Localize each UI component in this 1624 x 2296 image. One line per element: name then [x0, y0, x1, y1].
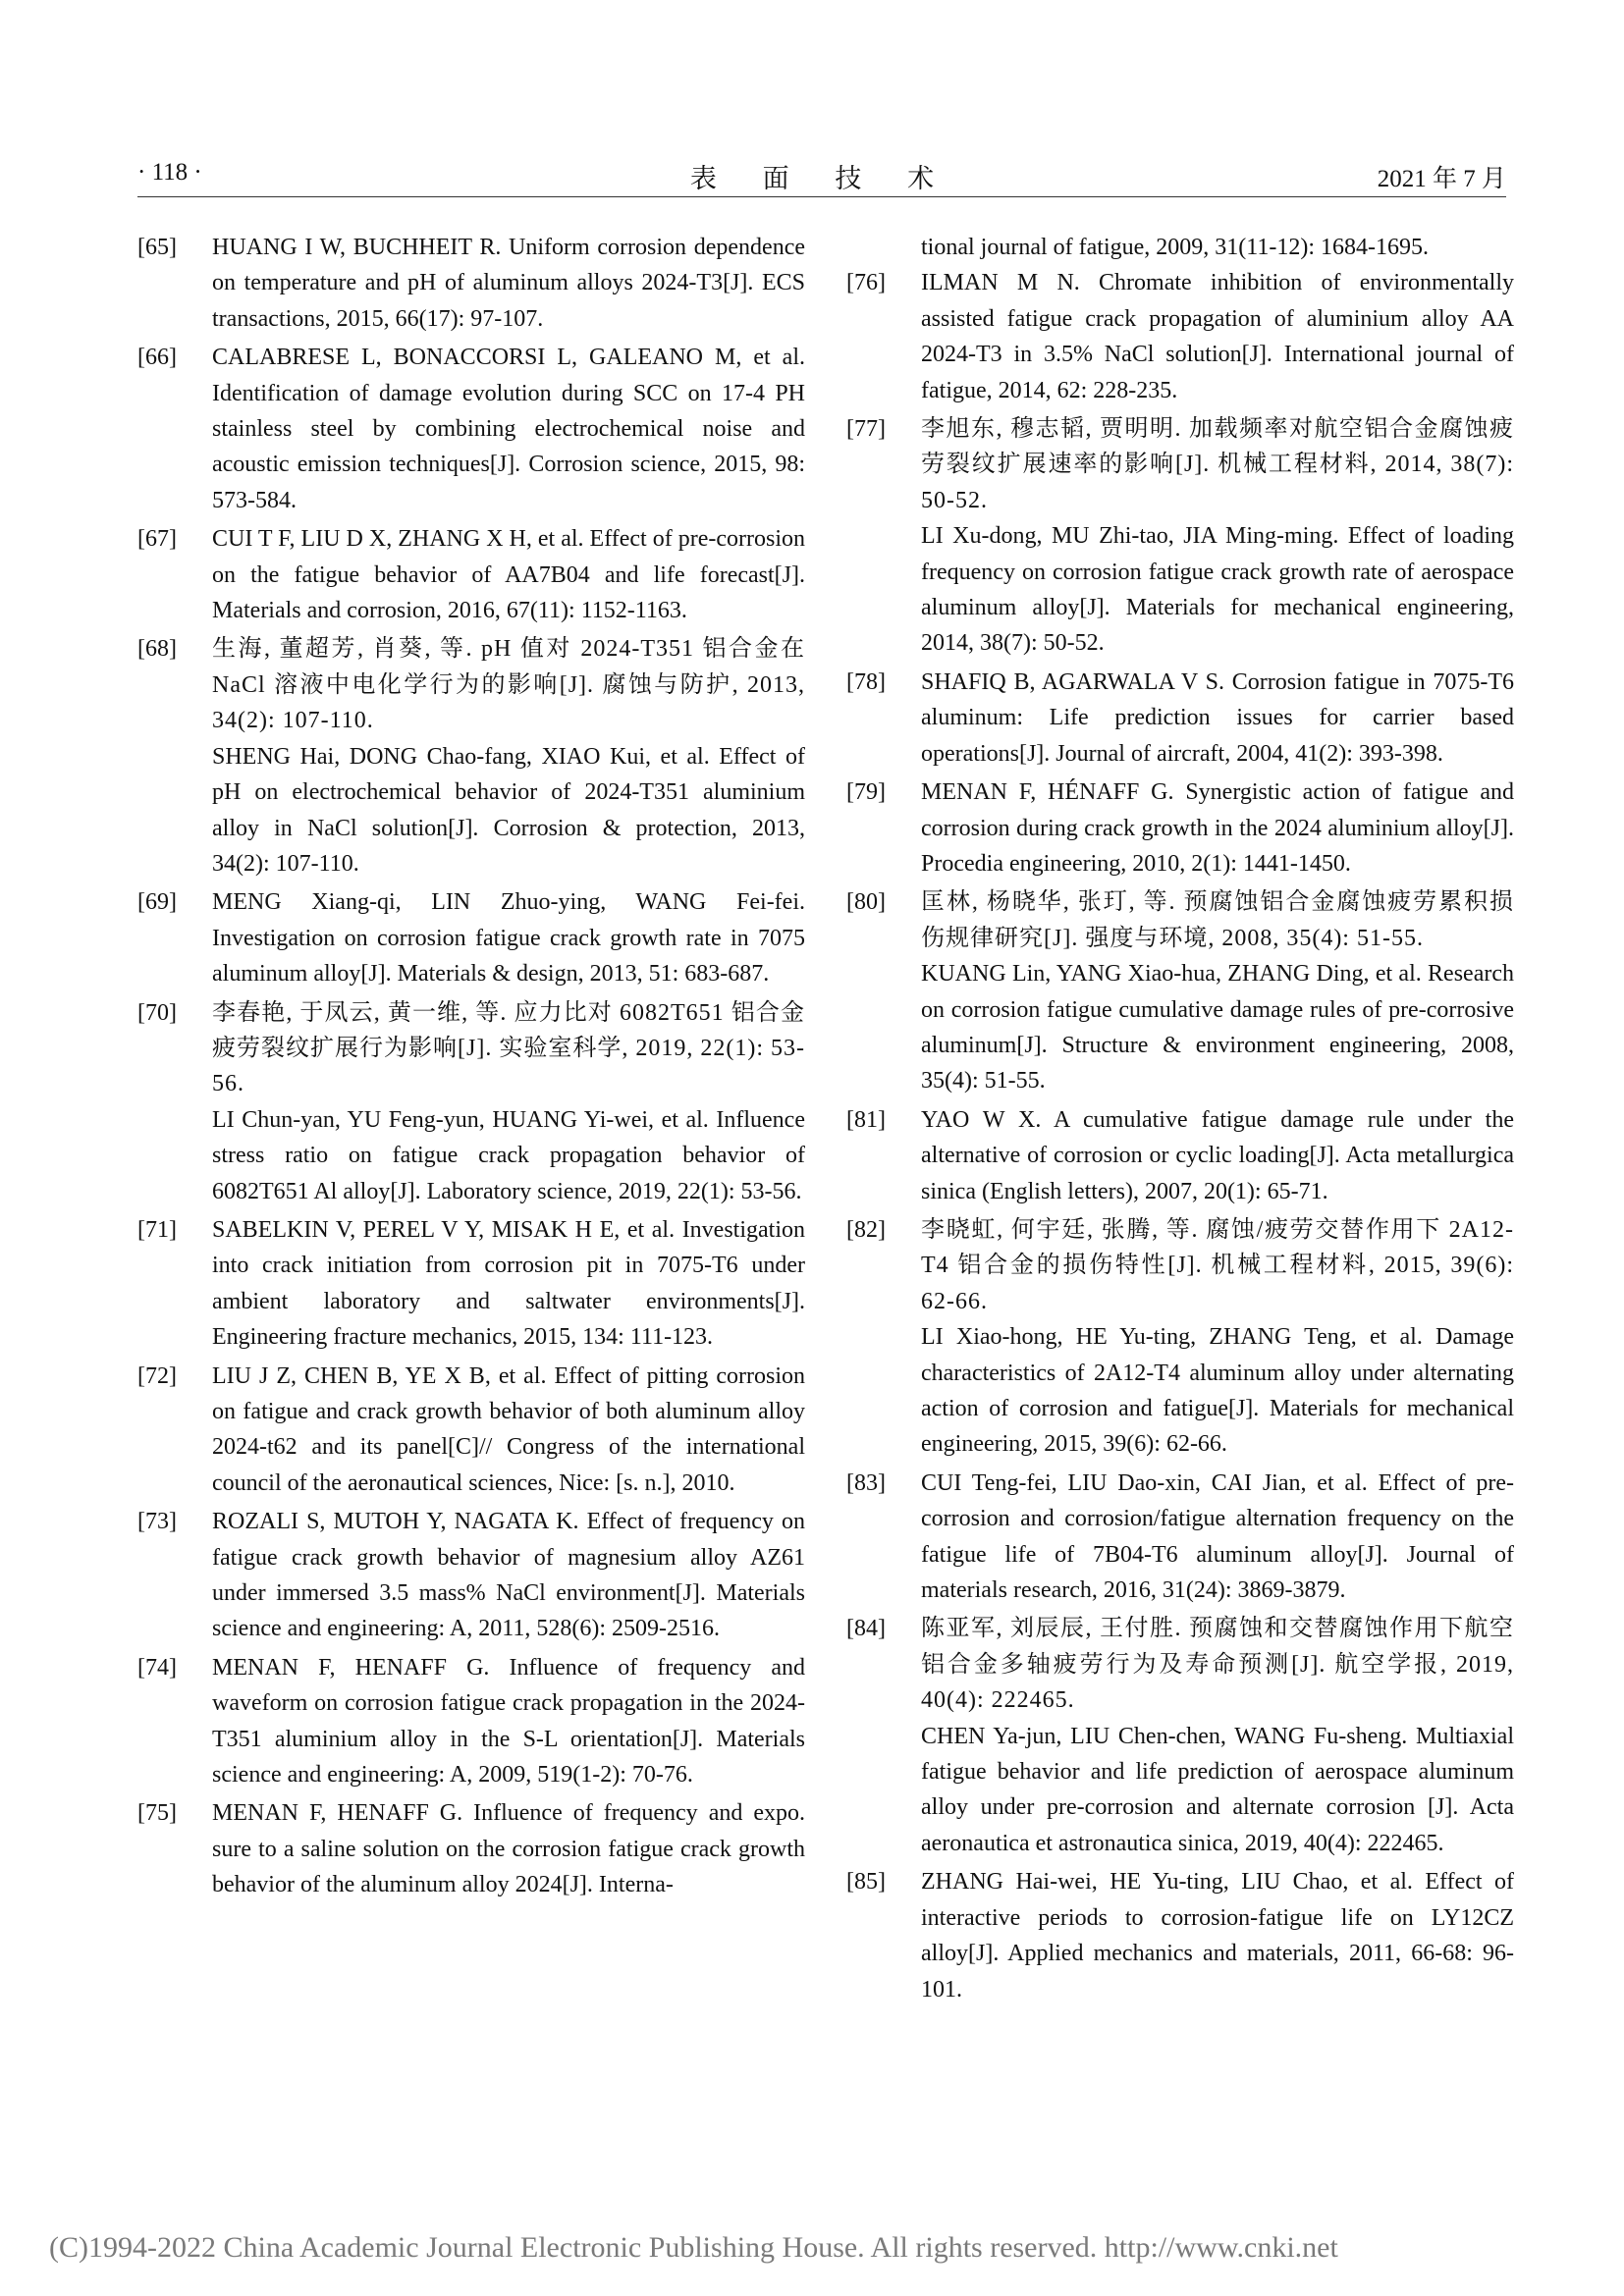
reference-number: [74]	[137, 1654, 177, 1681]
reference-item	[846, 1102, 1514, 1209]
reference-number: [77]	[846, 416, 886, 443]
reference-number: [67]	[137, 526, 177, 553]
references-left-column	[137, 230, 805, 1906]
reference-translation: LI Xu-dong, MU Zhi-tao, JIA Ming-ming. Effect of loading frequency on corrosion fatigue crack growth rate of aerospace aluminum alloy[J]. Materials for mechanical engineering, 2014, 38(7): 50-52.	[921, 523, 1514, 657]
reference-number: [73]	[137, 1509, 177, 1535]
reference-item	[846, 1212, 1514, 1463]
reference-item	[137, 1795, 805, 1902]
reference-number: [78]	[846, 668, 886, 695]
reference-item	[846, 1864, 1514, 2007]
reference-item	[846, 265, 1514, 408]
reference-item	[846, 411, 1514, 662]
reference-text: 李旭东, 穆志韬, 贾明明. 加载频率对航空铝合金腐蚀疲劳裂纹扩展速率的影响[J]. 机械工程材料, 2014, 38(7): 50-52.	[921, 416, 1514, 513]
reference-text: YAO W X. A cumulative fatigue damage rule under the alternative of corrosion or cyclic loading[J]. Acta metallurgica sinica (English letters), 2007, 20(1): 65-71.	[921, 1106, 1514, 1204]
reference-number: [81]	[846, 1106, 886, 1133]
reference-item	[137, 995, 805, 1209]
reference-number: [84]	[846, 1616, 886, 1642]
reference-item	[137, 631, 805, 881]
reference-text: CALABRESE L, BONACCORSI L, GALEANO M, et al. Identification of damage evolution during SCC on 17-4 PH stainless steel by combining electrochemical noise and acoustic emission techniques[J]. Corrosion science, 2015, 98: 573-584.	[212, 345, 805, 513]
reference-text: MENAN F, HÉNAFF G. Synergistic action of fatigue and corrosion during crack growth in the 2024 aluminium alloy[J]. Procedia engineering, 2010, 2(1): 1441-1450.	[921, 779, 1514, 877]
reference-text: ROZALI S, MUTOH Y, NAGATA K. Effect of frequency on fatigue crack growth behavior of magnesium alloy AZ61 under immersed 3.5 mass% NaCl environment[J]. Materials science and engineering: A, 2011, 528(6): 2509-2516.	[212, 1509, 805, 1642]
reference-number: [68]	[137, 636, 177, 663]
reference-number: [71]	[137, 1216, 177, 1243]
copyright-footer: (C)1994-2022 China Academic Journal Electronic Publishing House. All rights reserved. http://www.cnki.net	[49, 2231, 1338, 2264]
reference-item	[846, 665, 1514, 772]
issue-date: 2021 年 7 月	[1377, 166, 1506, 192]
reference-item	[137, 521, 805, 628]
reference-text: 李晓虹, 何宇廷, 张腾, 等. 腐蚀/疲劳交替作用下 2A12-T4 铝合金的损伤特性[J]. 机械工程材料, 2015, 39(6): 62-66.	[921, 1216, 1514, 1314]
reference-number: [83]	[846, 1469, 886, 1496]
reference-translation: LI Chun-yan, YU Feng-yun, HUANG Yi-wei, et al. Influence stress ratio on fatigue crack propagation behavior of 6082T651 Al alloy[J]. Laboratory science, 2019, 22(1): 53-56.	[212, 1106, 805, 1204]
reference-text: 匡林, 杨晓华, 张玎, 等. 预腐蚀铝合金腐蚀疲劳累积损伤规律研究[J]. 强度与环境, 2008, 35(4): 51-55.	[921, 889, 1514, 951]
reference-text: CUI Teng-fei, LIU Dao-xin, CAI Jian, et al. Effect of pre-corrosion and corrosion/fatigue alternation frequency on the fatigue life of 7B04-T6 aluminum alloy[J]. Journal of materials research, 2016, 31(24): 3869-3879.	[921, 1469, 1514, 1604]
reference-text: MENAN F, HENAFF G. Influence of frequency and waveform on corrosion fatigue crack propagation in the 2024-T351 aluminium alloy in the S-L orientation[J]. Materials science and engineering: A, 2009, 519(1-2): 70-76.	[212, 1654, 805, 1789]
reference-text: 生海, 董超芳, 肖葵, 等. pH 值对 2024-T351 铝合金在 NaCl 溶液中电化学行为的影响[J]. 腐蚀与防护, 2013, 34(2): 107-110.	[212, 636, 805, 734]
reference-text: CUI T F, LIU D X, ZHANG X H, et al. Effect of pre-corrosion on the fatigue behavior of AA7B04 and life forecast[J]. Materials and corrosion, 2016, 67(11): 1152-1163.	[212, 526, 805, 624]
page-header	[137, 157, 1506, 197]
reference-number: [76]	[846, 270, 886, 296]
reference-number: [80]	[846, 889, 886, 916]
reference-number: [85]	[846, 1869, 886, 1896]
reference-number: [79]	[846, 779, 886, 806]
reference-number: [69]	[137, 889, 177, 916]
reference-number: [72]	[137, 1362, 177, 1389]
reference-item	[137, 230, 805, 337]
reference-text: ILMAN M N. Chromate inhibition of environmentally assisted fatigue crack propagation of aluminium alloy AA 2024-T3 in 3.5% NaCl solution[J]. International journal of fatigue, 2014, 62: 228-235.	[921, 270, 1514, 403]
reference-number: [70]	[137, 999, 177, 1026]
reference-text: LIU J Z, CHEN B, YE X B, et al. Effect of pitting corrosion on fatigue and crack growth behavior of both aluminum alloy 2024-t62 and its panel[C]// Congress of the international council of the aeronautical sciences, Nice: [s. n.], 2010.	[212, 1362, 805, 1496]
reference-number: [66]	[137, 345, 177, 371]
reference-translation: KUANG Lin, YANG Xiao-hua, ZHANG Ding, et al. Research on corrosion fatigue cumulative damage rules of pre-corrosive aluminum[J]. Structure & environment engineering, 2008, 35(4): 51-55.	[921, 961, 1514, 1095]
reference-number: [65]	[137, 235, 177, 260]
reference-item	[137, 1504, 805, 1647]
reference-item	[846, 1466, 1514, 1609]
references-right-column	[846, 230, 1514, 2010]
reference-text: 陈亚军, 刘辰辰, 王付胜. 预腐蚀和交替腐蚀作用下航空铝合金多轴疲劳行为及寿命预测[J]. 航空学报, 2019, 40(4): 222465.	[921, 1616, 1514, 1714]
reference-text: 李春艳, 于凤云, 黄一维, 等. 应力比对 6082T651 铝合金疲劳裂纹扩展行为影响[J]. 实验室科学, 2019, 22(1): 53-56.	[212, 999, 805, 1097]
reference-text: HUANG I W, BUCHHEIT R. Uniform corrosion dependence on temperature and pH of aluminum alloys 2024-T3[J]. ECS transactions, 2015, 66(17): 97-107.	[212, 235, 805, 332]
reference-number: [82]	[846, 1216, 886, 1243]
reference-item	[846, 774, 1514, 881]
reference-translation: LI Xiao-hong, HE Yu-ting, ZHANG Teng, et al. Damage characteristics of 2A12-T4 aluminum alloy under alternating action of corrosion and fatigue[J]. Materials for mechanical engineering, 2015, 39(6): 62-66.	[921, 1324, 1514, 1458]
reference-item	[137, 1359, 805, 1502]
reference-text: SHAFIQ B, AGARWALA V S. Corrosion fatigue in 7075-T6 aluminum: Life prediction issues for carrier based operations[J]. Journal of aircraft, 2004, 41(2): 393-398.	[921, 668, 1514, 767]
reference-translation: CHEN Ya-jun, LIU Chen-chen, WANG Fu-sheng. Multiaxial fatigue behavior and life prediction of aerospace aluminum alloy under pre-corrosion and alternate corrosion [J]. Acta aeronautica et astronautica sinica, 2019, 40(4): 222465.	[921, 1723, 1514, 1856]
reference-text: ZHANG Hai-wei, HE Yu-ting, LIU Chao, et al. Effect of interactive periods to corrosion-fatigue life on LY12CZ alloy[J]. Applied mechanics and materials, 2011, 66-68: 96-101.	[921, 1869, 1514, 2002]
journal-title: 表 面 技 术	[689, 164, 954, 193]
reference-text: SABELKIN V, PEREL V Y, MISAK H E, et al. Investigation into crack initiation from corrosion pit in 7075-T6 under ambient laboratory and saltwater environments[J]. Engineering fracture mechanics, 2015, 134: 111-123.	[212, 1216, 805, 1351]
reference-item	[846, 884, 1514, 1098]
reference-continuation: tional journal of fatigue, 2009, 31(11-12): 1684-1695.	[921, 235, 1430, 260]
reference-item	[137, 1212, 805, 1356]
reference-number: [75]	[137, 1800, 177, 1827]
reference-item	[137, 340, 805, 518]
page-number: · 118 ·	[137, 159, 202, 186]
reference-text: MENG Xiang-qi, LIN Zhuo-ying, WANG Fei-fei. Investigation on corrosion fatigue crack growth rate in 7075 aluminum alloy[J]. Materials & design, 2013, 51: 683-687.	[212, 889, 805, 988]
reference-item	[846, 1611, 1514, 1861]
reference-text: MENAN F, HENAFF G. Influence of frequency and expo. sure to a saline solution on the corrosion fatigue crack growth behavior of the aluminum alloy 2024[J]. Interna-	[212, 1800, 805, 1898]
reference-item	[137, 1650, 805, 1793]
reference-translation: SHENG Hai, DONG Chao-fang, XIAO Kui, et al. Effect of pH on electrochemical behavior of 2024-T351 aluminium alloy in NaCl solution[J]. Corrosion & protection, 2013, 34(2): 107-110.	[212, 743, 805, 877]
reference-item	[137, 884, 805, 991]
